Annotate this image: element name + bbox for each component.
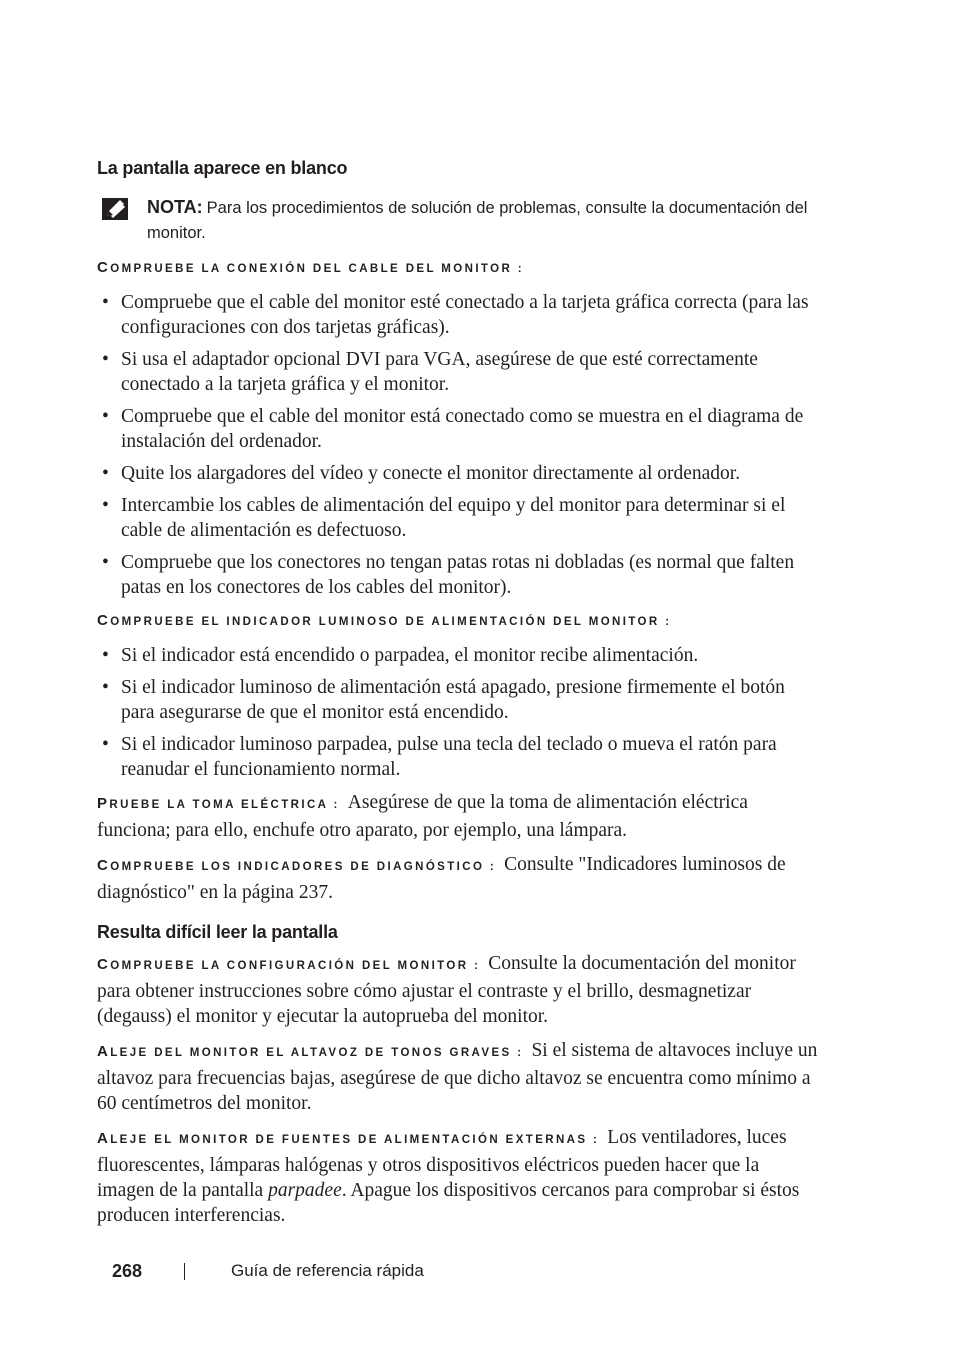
footer-title: Guía de referencia rápida (231, 1261, 424, 1280)
page-content (97, 155, 821, 1237)
cable-bullet-list (97, 290, 821, 600)
section-heading-hard-to-read: Resulta difícil leer la pantalla (97, 922, 338, 942)
settings-lead: COMPRUEBE LA CONFIGURACIÓN DEL MONITOR : (97, 956, 481, 973)
list-item: • Si usa el adaptador opcional DVI para VGA, asegúrese de que esté correctamente conectado a la tarjeta gráfica y el monitor. (102, 349, 758, 395)
list-item: • Quite los alargadores del vídeo y conecte el monitor directamente al ordenador. (102, 463, 741, 484)
footer-divider (184, 1263, 185, 1280)
list-item: • Si el indicador está encendido o parpadea, el monitor recibe alimentación. (102, 645, 699, 666)
diagnostics-text: Consulte "Indicadores luminosos de diagnóstico" en la página 237. (97, 854, 786, 903)
outlet-paragraph (97, 790, 821, 843)
settings-paragraph (97, 951, 821, 1029)
diagnostics-lead: COMPRUEBE LOS INDICADORES DE DIAGNÓSTICO : (97, 857, 497, 874)
pencil-note-icon (101, 197, 129, 221)
list-item: • Si el indicador luminoso parpadea, pulse una tecla del teclado o mueva el ratón para reanudar el funcionamiento normal. (102, 734, 777, 780)
note-label: NOTA: (147, 197, 203, 217)
power-bullet-list (97, 643, 821, 782)
page-number: 268 (112, 1261, 143, 1281)
woofer-paragraph (97, 1038, 821, 1116)
note-box (97, 195, 821, 246)
diagnostics-paragraph (97, 852, 821, 905)
woofer-lead: ALEJE DEL MONITOR EL ALTAVOZ DE TONOS GRAVES : (97, 1043, 524, 1060)
list-item: • Si el indicador luminoso de alimentación está apagado, presione firmemente el botón para asegurarse de que el monitor está encendido. (102, 677, 785, 723)
external-text-after: . Apague los dispositivos cercanos para comprobar si éstos producen interferencias. (97, 1180, 800, 1226)
note-text: Para los procedimientos de solución de problemas, consulte la documentación del monitor. (147, 199, 808, 242)
external-text-before: Los ventiladores, luces fluorescentes, lámparas halógenas y otros dispositivos eléctricos pueden hacer que la imagen de la pantalla (97, 1127, 787, 1201)
external-paragraph (97, 1125, 821, 1228)
woofer-text: Si el sistema de altavoces incluye un altavoz para frecuencias bajas, asegúrese de que dicho altavoz se encuentra como mínimo a 60 centímetros del monitor. (97, 1040, 818, 1114)
outlet-text: Asegúrese de que la toma de alimentación eléctrica funciona; para ello, enchufe otro aparato, por ejemplo, una lámpara. (97, 792, 748, 841)
list-item: • Compruebe que el cable del monitor está conectado como se muestra en el diagrama de instalación del ordenador. (102, 406, 804, 452)
list-item: • Intercambie los cables de alimentación del equipo y del monitor para determinar si el cable de alimentación es defectuoso. (102, 495, 786, 541)
list-item: • Compruebe que los conectores no tengan patas rotas ni dobladas (es normal que falten patas en los conectores de los cables del monitor). (102, 552, 795, 598)
section-heading-blank-screen: La pantalla aparece en blanco (97, 158, 348, 178)
subhead-power-indicator: COMPRUEBE EL INDICADOR LUMINOSO DE ALIMENTACIÓN DEL MONITOR : (97, 612, 672, 629)
external-text-italic: parpadee (268, 1180, 342, 1201)
settings-text: Consulte la documentación del monitor para obtener instrucciones sobre cómo ajustar el contraste y el brillo, desmagnetizar (degauss) el monitor y ejecutar la autoprueba del monitor. (97, 953, 796, 1027)
subhead-cable-connection: COMPRUEBE LA CONEXIÓN DEL CABLE DEL MONITOR : (97, 259, 525, 276)
external-lead: ALEJE EL MONITOR DE FUENTES DE ALIMENTACIÓN EXTERNAS : (97, 1130, 600, 1147)
outlet-lead: PRUEBE LA TOMA ELÉCTRICA : (97, 795, 340, 812)
list-item: • Compruebe que el cable del monitor esté conectado a la tarjeta gráfica correcta (para las configuraciones con dos tarjetas gráficas). (102, 292, 809, 338)
